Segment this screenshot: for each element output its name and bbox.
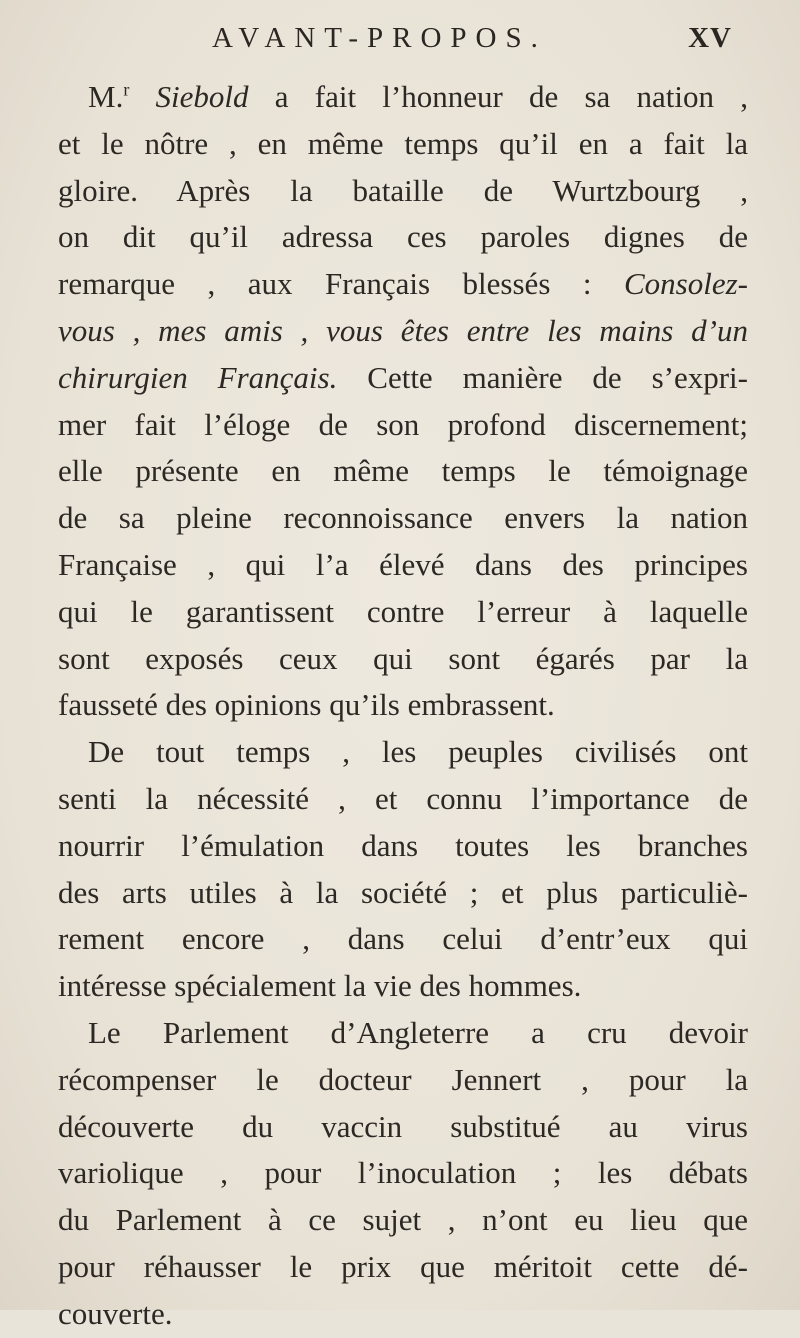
text-segment: gloire. Après la bataille de Wurtzbourg , (58, 172, 748, 208)
text-line (58, 448, 748, 495)
text-segment: du Parlement à ce sujet , n’ont eu lieu que (58, 1202, 748, 1238)
text-segment: fausseté des opinions qu’ils embrassent. (58, 687, 555, 723)
text-line (58, 168, 748, 215)
text-segment: de sa pleine reconnoissance envers la nation (58, 500, 748, 536)
text-line (58, 682, 748, 729)
text-line (58, 636, 748, 683)
text-segment: a fait l’honneur de sa nation , (248, 79, 748, 114)
text-segment: remarque , aux Français blessés : (58, 266, 624, 302)
text-segment: nourrir l’émulation dans toutes les branches (58, 827, 748, 863)
running-title: AVANT-PROPOS. (212, 22, 547, 54)
text-segment: Consolez- (624, 266, 748, 302)
text-line (58, 776, 748, 823)
text-segment: variolique , pour l’inoculation ; les débats (58, 1155, 748, 1191)
text-line (58, 963, 748, 1010)
text-segment: pour réhausser le prix que méritoit cette dé- (58, 1248, 748, 1284)
text-line (58, 1244, 748, 1291)
text-line (58, 542, 748, 589)
text-segment: Française , qui l’a élevé dans des principes (58, 546, 748, 582)
text-line (58, 1197, 748, 1244)
text-line (58, 355, 748, 402)
text-line (58, 1010, 748, 1057)
text-segment: Le Parlement d’Angleterre a cru devoir (88, 1014, 748, 1050)
text-segment: chirurgien Français. (58, 359, 338, 395)
page-number: XV (688, 22, 732, 54)
text-segment: sont exposés ceux qui sont égarés par la (58, 640, 748, 676)
text-line (58, 1104, 748, 1151)
text-line (58, 121, 748, 168)
page-header (0, 22, 800, 62)
text-line (58, 308, 748, 355)
text-segment: r (123, 79, 130, 100)
text-line (58, 870, 748, 917)
text-line (58, 214, 748, 261)
text-line (58, 1291, 748, 1338)
text-segment: senti la nécessité , et connu l’importance de (58, 780, 748, 816)
text-line (58, 823, 748, 870)
text-segment: elle présente en même temps le témoignage (58, 453, 748, 489)
text-line (58, 1057, 748, 1104)
text-segment: découverte du vaccin substitué au virus (58, 1108, 748, 1144)
text-segment: intéresse spécialement la vie des hommes. (58, 968, 582, 1004)
text-segment: rement encore , dans celui d’entr’eux qui (58, 921, 748, 957)
body-text (58, 74, 748, 1338)
text-segment: on dit qu’il adressa ces paroles dignes de (58, 219, 748, 255)
text-segment: qui le garantissent contre l’erreur à laquelle (58, 593, 748, 629)
text-segment: des arts utiles à la société ; et plus particuliè- (58, 874, 748, 910)
text-segment: M. (88, 79, 124, 114)
text-segment: vous , mes amis , vous êtes entre les mains d’un (58, 312, 748, 348)
text-segment: Cette manière de s’expri- (337, 359, 748, 395)
text-segment: Siebold (129, 79, 249, 114)
text-line (58, 589, 748, 636)
text-segment: et le nôtre , en même temps qu’il en a fait la (58, 125, 748, 161)
text-line (58, 74, 748, 121)
text-line (58, 1150, 748, 1197)
text-segment: mer fait l’éloge de son profond discernement; (58, 406, 748, 442)
text-line (58, 916, 748, 963)
text-segment: De tout temps , les peuples civilisés ont (88, 734, 748, 770)
text-line (58, 729, 748, 776)
text-line (58, 261, 748, 308)
text-segment: récompenser le docteur Jennert , pour la (58, 1061, 748, 1097)
text-line (58, 402, 748, 449)
text-segment: couverte. (58, 1295, 173, 1331)
text-line (58, 495, 748, 542)
